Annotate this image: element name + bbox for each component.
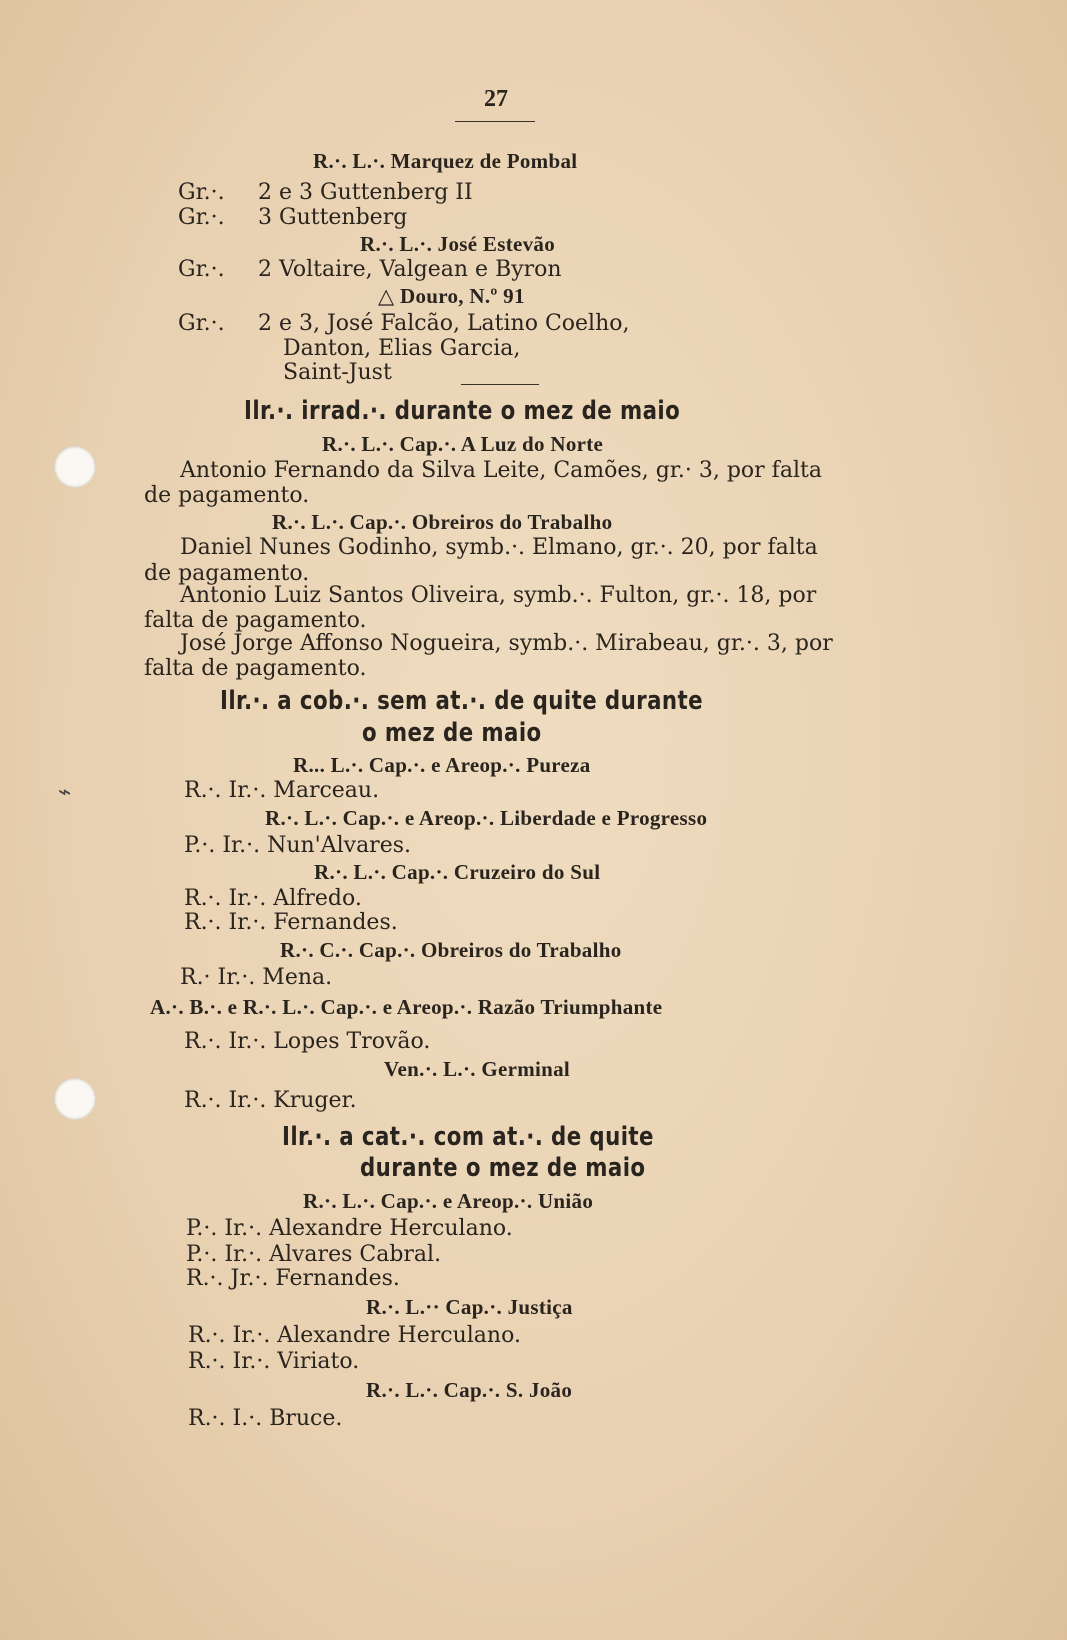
member-entry: R.·. Ir.·. Lopes Trovão.	[184, 1029, 431, 1054]
lodge-heading: R.·. L.·. Marquez de Pombal	[313, 149, 578, 173]
member-entry: R.·. Ir.·. Viriato.	[188, 1349, 360, 1374]
grade-entry: 3 Guttenberg	[258, 205, 408, 230]
section-title: Ilr.·. a cat.·. com at.·. de quite	[282, 1122, 654, 1152]
grade-label: Gr.·.	[178, 311, 225, 336]
lodge-heading: A.·. B.·. e R.·. L.·. Cap.·. e Areop.·. Razão Triumphante	[150, 995, 663, 1019]
lodge-heading: R.·. L.·. Cap.·. e Areop.·. União	[303, 1189, 594, 1213]
entry-text: de pagamento.	[144, 561, 310, 586]
arrow-mark-icon: ⌁	[58, 780, 72, 805]
member-entry: R.·. Ir.·. Kruger.	[184, 1088, 357, 1113]
member-entry: R.·. Ir.·. Alexandre Herculano.	[188, 1323, 521, 1348]
section-title: Ilr.·. irrad.·. durante o mez de maio	[244, 396, 681, 426]
member-entry: R.·. Ir.·. Marceau.	[184, 778, 380, 803]
member-entry: P.·. Ir.·. Alvares Cabral.	[186, 1242, 442, 1267]
lodge-heading: R.·. L.·. Cap.·. S. João	[366, 1378, 573, 1402]
lodge-heading: R.·. L.·. Cap.·. e Areop.·. Liberdade e Progresso	[265, 806, 708, 830]
lodge-heading: R.·. L.·· Cap.·. Justiça	[366, 1295, 573, 1319]
grade-label: Gr.·.	[178, 205, 225, 230]
section-title: Ilr.·. a cob.·. sem at.·. de quite durante	[220, 686, 703, 716]
lodge-heading: R.·. C.·. Cap.·. Obreiros do Trabalho	[280, 938, 622, 962]
grade-entry-cont: Danton, Elias Garcia,	[283, 336, 521, 361]
grade-entry: 2 e 3, José Falcão, Latino Coelho,	[258, 311, 630, 336]
entry-text: Antonio Fernando da Silva Leite, Camões, gr.· 3, por falta	[180, 458, 822, 483]
member-entry: R.·. Ir.·. Fernandes.	[184, 910, 398, 935]
grade-label: Gr.·.	[178, 180, 225, 205]
grade-entry: 2 Voltaire, Valgean e Byron	[258, 257, 562, 282]
entry-text: falta de pagamento.	[144, 656, 367, 681]
section-title: o mez de maio	[362, 718, 542, 748]
entry-text: falta de pagamento.	[144, 608, 367, 633]
member-entry: R.·. I.·. Bruce.	[188, 1406, 343, 1431]
member-entry: P.·. Ir.·. Nun'Alvares.	[184, 833, 412, 858]
entry-text: José Jorge Affonso Nogueira, symb.·. Mirabeau, gr.·. 3, por	[180, 631, 833, 656]
lodge-heading: R.·. L.·. Cap.·. Cruzeiro do Sul	[314, 860, 601, 884]
lodge-heading: Ven.·. L.·. Germinal	[384, 1057, 571, 1081]
grade-entry-cont: Saint-Just	[283, 360, 392, 385]
entry-text: de pagamento.	[144, 483, 310, 508]
binder-hole-bottom	[54, 1078, 96, 1120]
entry-text: Daniel Nunes Godinho, symb.·. Elmano, gr.·. 20, por falta	[180, 535, 818, 560]
grade-label: Gr.·.	[178, 257, 225, 282]
member-entry: R.·. Ir.·. Alfredo.	[184, 886, 362, 911]
section-divider	[461, 384, 539, 385]
section-title: durante o mez de maio	[360, 1153, 646, 1183]
member-entry: R.·. Jr.·. Fernandes.	[186, 1266, 400, 1291]
grade-entry: 2 e 3 Guttenberg II	[258, 180, 473, 205]
lodge-heading: R... L.·. Cap.·. e Areop.·. Pureza	[293, 753, 591, 777]
lodge-heading: R.·. L.·. José Estevão	[360, 232, 556, 256]
binder-hole-top	[54, 446, 96, 488]
entry-text: Antonio Luiz Santos Oliveira, symb.·. Fulton, gr.·. 18, por	[180, 583, 817, 608]
page-number-rule	[455, 121, 535, 122]
page-number: 27	[484, 86, 508, 112]
lodge-heading: R.·. L.·. Cap.·. A Luz do Norte	[322, 432, 604, 456]
triangle-heading: △ Douro, N.º 91	[378, 284, 525, 308]
member-entry: R.· Ir.·. Mena.	[180, 965, 333, 990]
lodge-heading: R.·. L.·. Cap.·. Obreiros do Trabalho	[272, 510, 613, 534]
member-entry: P.·. Ir.·. Alexandre Herculano.	[186, 1216, 513, 1241]
